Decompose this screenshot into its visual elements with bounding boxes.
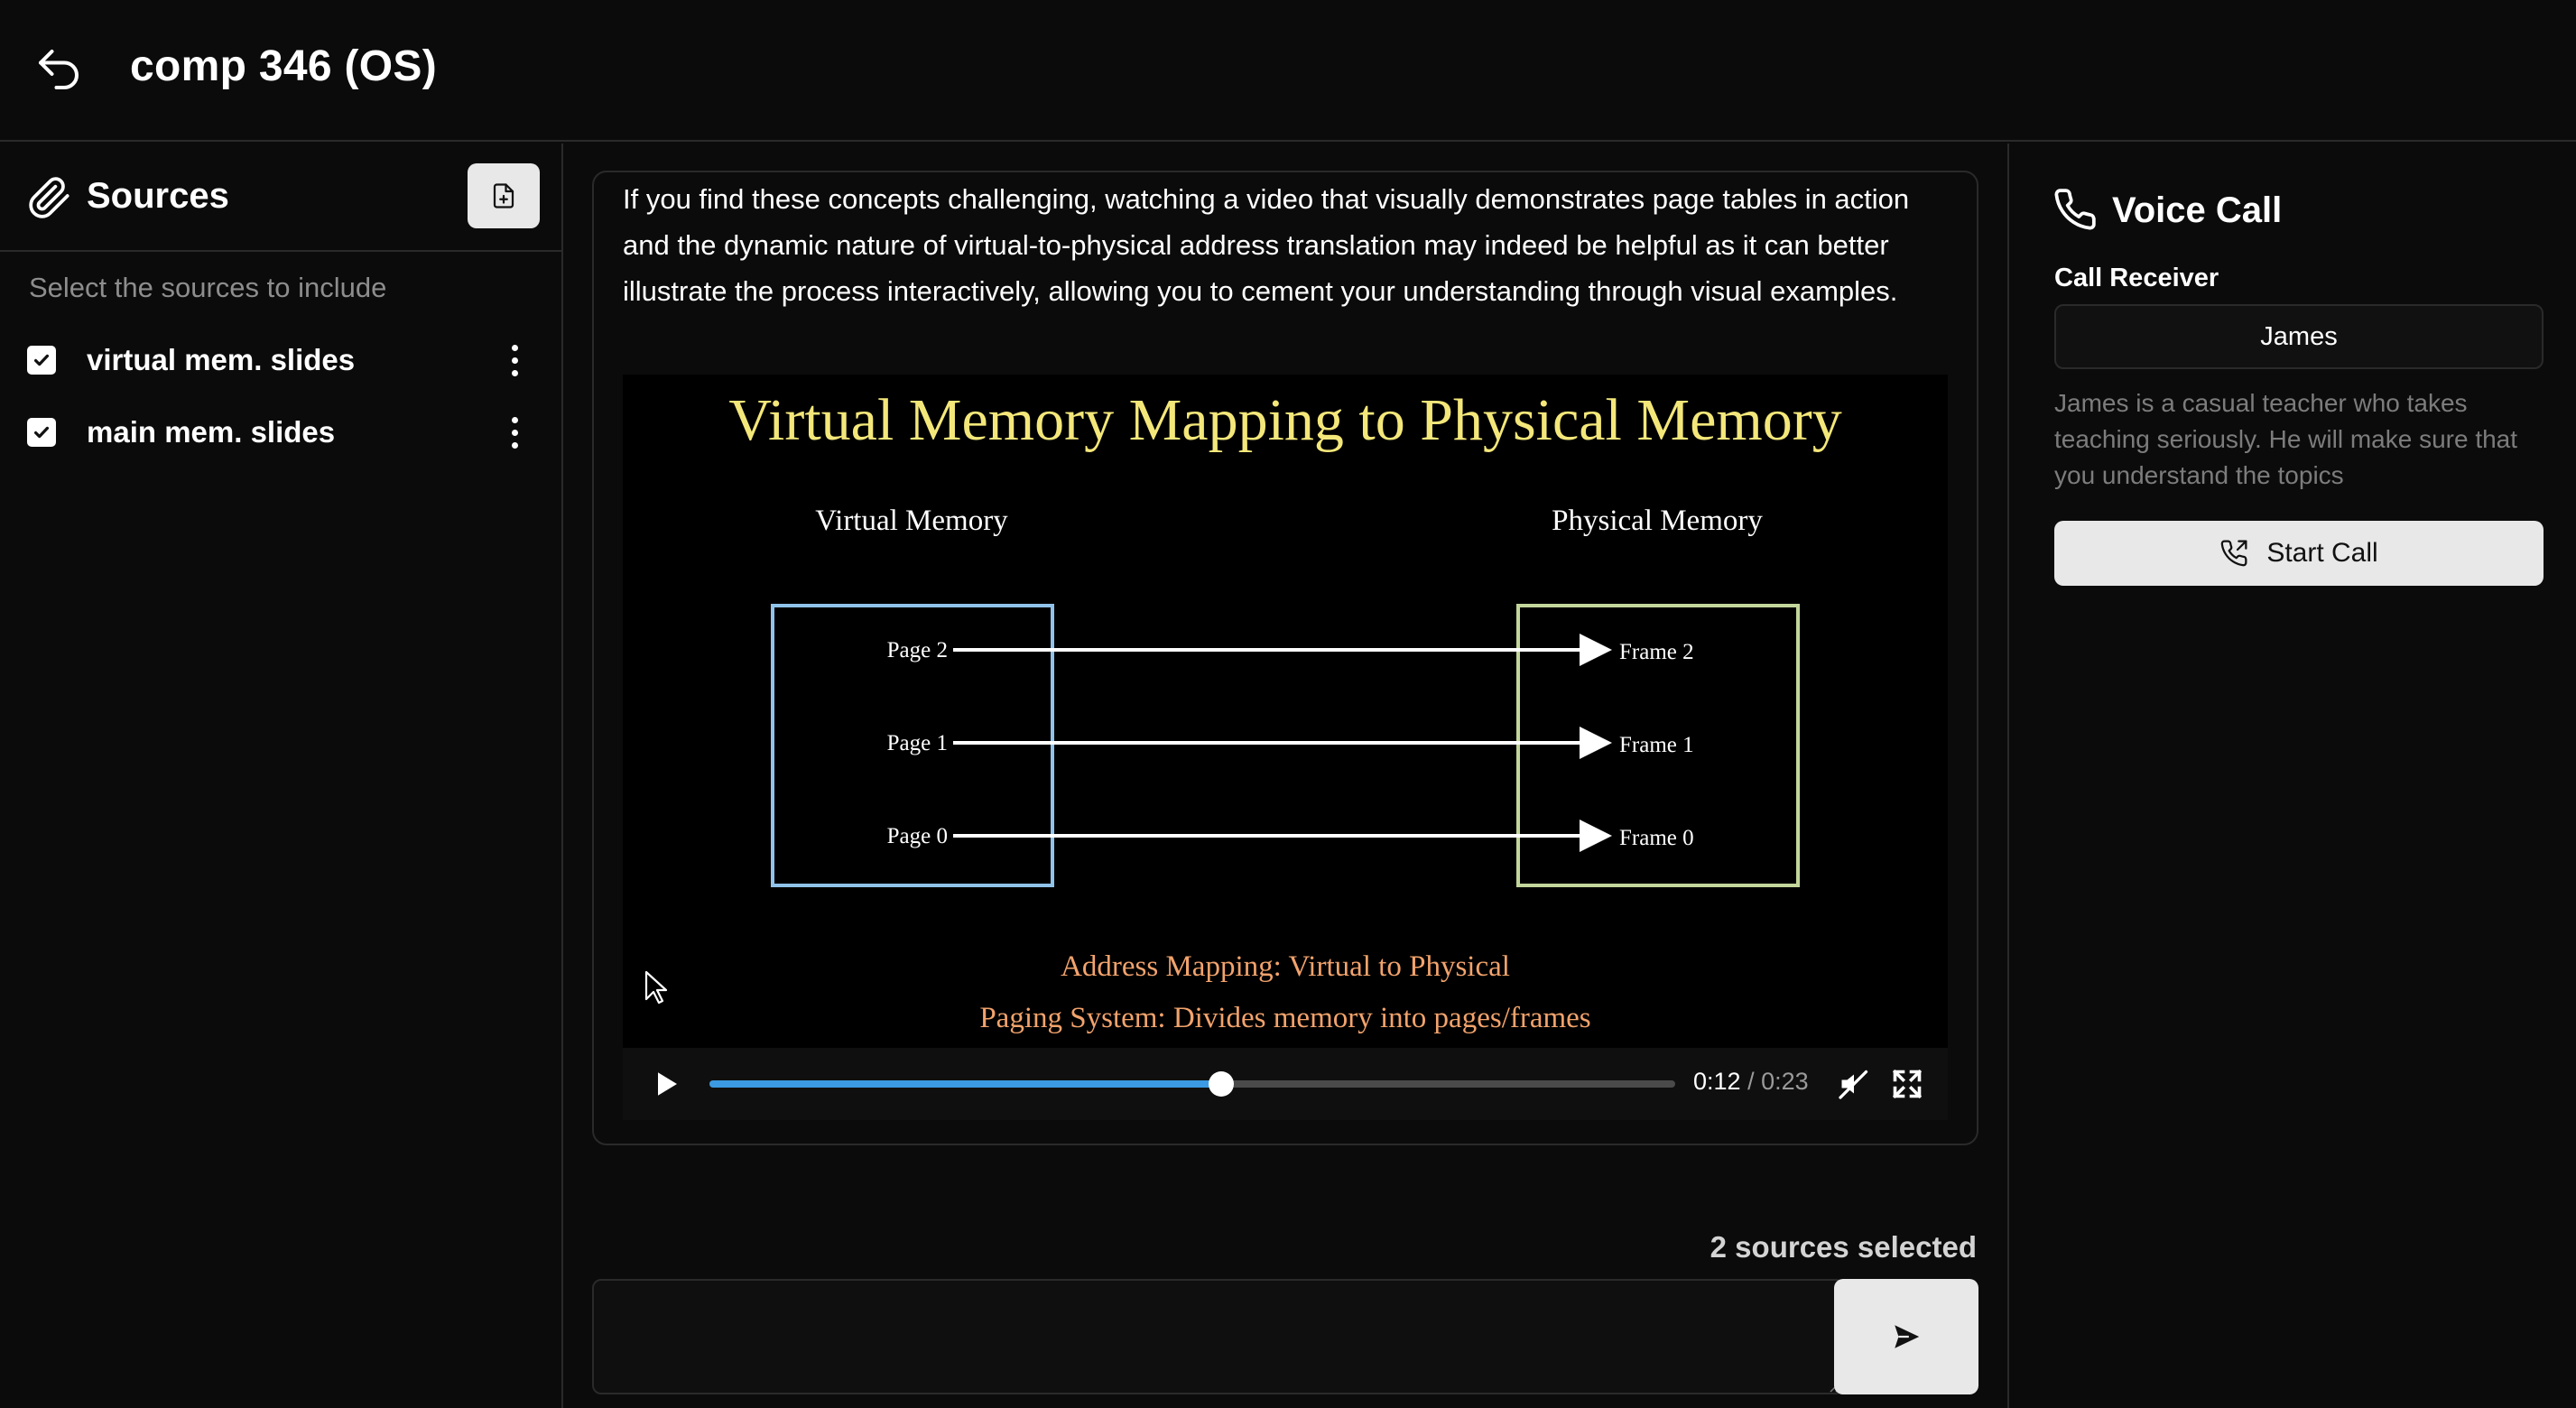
arrow-head	[1580, 634, 1612, 666]
source-checkbox[interactable]	[27, 418, 56, 447]
chat-input[interactable]	[592, 1279, 1845, 1394]
source-options-button[interactable]	[487, 333, 542, 387]
file-plus-icon	[490, 182, 517, 209]
arrow-head	[1580, 820, 1612, 852]
start-call-label: Start Call	[2266, 538, 2378, 568]
source-checkbox[interactable]	[27, 346, 56, 375]
arrow-head	[1580, 727, 1612, 759]
sources-sidebar	[0, 144, 563, 1408]
page-label: Page 0	[886, 824, 948, 848]
source-label: virtual mem. slides	[87, 343, 356, 376]
video-progress-thumb[interactable]	[1209, 1071, 1234, 1097]
voice-call-panel	[2007, 144, 2576, 1408]
call-receiver-select[interactable]: James	[2054, 304, 2544, 369]
video-caption: Paging System: Divides memory into pages/frames	[979, 1002, 1591, 1034]
voice-call-title: Voice Call	[2112, 190, 2283, 230]
page-title: comp 346 (OS)	[130, 42, 437, 90]
selected-sources-count: 2 sources selected	[1710, 1230, 1977, 1264]
video-current-time: 0:12	[1693, 1068, 1741, 1095]
video-caption: Address Mapping: Virtual to Physical	[1061, 950, 1510, 983]
back-button[interactable]	[27, 38, 90, 101]
sources-header	[0, 144, 561, 252]
fullscreen-icon[interactable]	[1891, 1068, 1923, 1100]
frame-label: Frame 2	[1619, 640, 1694, 664]
undo-arrow-icon	[32, 42, 86, 97]
call-receiver-label: Call Receiver	[2054, 264, 2219, 292]
send-icon	[1891, 1321, 1922, 1352]
video-progress-fill	[709, 1080, 1221, 1088]
source-label: main mem. slides	[87, 415, 336, 449]
check-icon	[32, 350, 51, 370]
sources-title: Sources	[87, 176, 229, 216]
video-progress-bar[interactable]	[709, 1080, 1675, 1088]
assistant-message	[592, 171, 1978, 1145]
muted-speaker-icon[interactable]	[1838, 1068, 1870, 1100]
video-frame	[623, 375, 1948, 1048]
phone-icon	[2052, 187, 2098, 232]
video-duration: / 0:23	[1747, 1068, 1809, 1095]
source-options-button[interactable]	[487, 405, 542, 459]
physical-memory-label: Physical Memory	[1552, 505, 1763, 537]
send-button[interactable]	[1834, 1279, 1978, 1394]
check-icon	[32, 422, 51, 442]
video-player[interactable]	[623, 375, 1948, 1120]
video-time	[1693, 1068, 1809, 1096]
page-label: Page 2	[886, 638, 948, 662]
paperclip-icon	[27, 175, 72, 220]
phone-outgoing-icon	[2219, 539, 2248, 568]
source-item	[27, 405, 542, 459]
frame-label: Frame 0	[1619, 826, 1694, 850]
chat-area	[565, 144, 2006, 1408]
video-title: Virtual Memory Mapping to Physical Memory	[728, 387, 1842, 453]
source-item	[27, 333, 542, 387]
video-controls	[623, 1048, 1948, 1120]
frame-label: Frame 1	[1619, 733, 1694, 757]
virtual-memory-label: Virtual Memory	[815, 505, 1008, 537]
message-text: If you find these concepts challenging, watching a video that visually demonstrates page tables in action and the dynamic nature of virtual-to-physical address translation may indeed be helpful as it can better illustrate the process interactively, allowing you to cement your understanding through visual examples.	[623, 183, 1910, 307]
play-icon[interactable]	[650, 1068, 682, 1100]
call-receiver-description: James is a casual teacher who takes teaching seriously. He will make sure that you understand the topics	[2054, 389, 2518, 489]
add-source-button[interactable]	[468, 163, 540, 228]
sources-hint: Select the sources to include	[29, 272, 387, 303]
start-call-button[interactable]	[2054, 521, 2544, 586]
mouse-cursor-icon	[644, 970, 668, 1006]
top-header	[0, 0, 2576, 142]
page-label: Page 1	[886, 731, 948, 755]
